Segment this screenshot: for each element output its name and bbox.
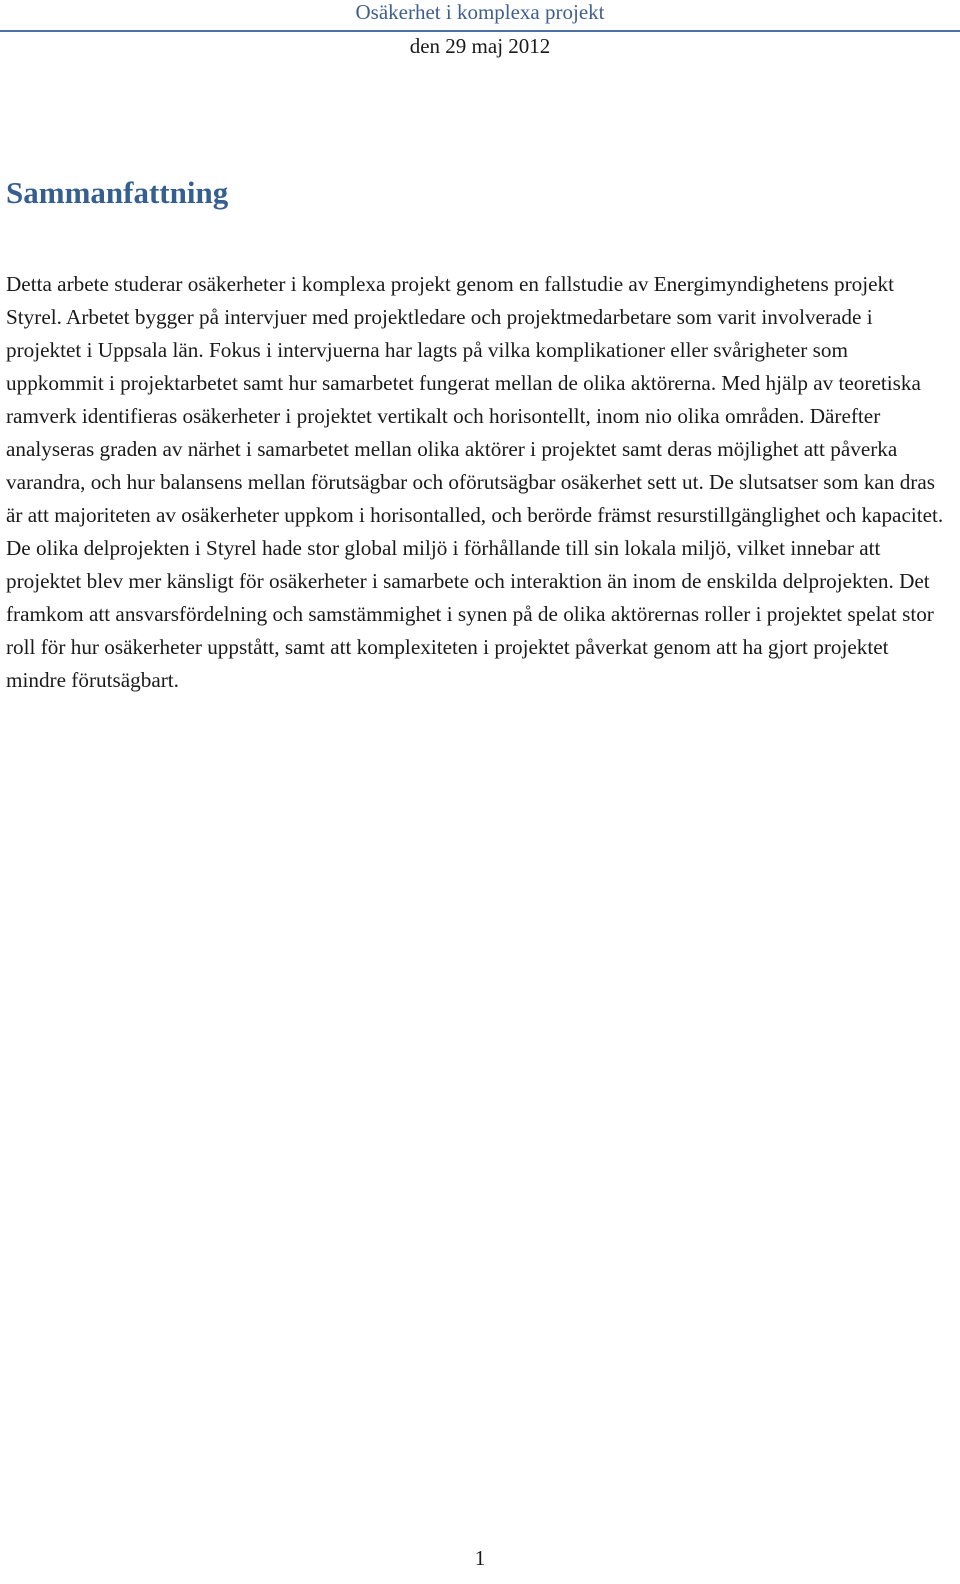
document-date: den 29 maj 2012 (409, 34, 551, 58)
document-title: Osäkerhet i komplexa projekt (355, 0, 605, 24)
summary-paragraph: Detta arbete studerar osäkerheter i komplexa projekt genom en fallstudie av Energimyndighetens projekt Styrel. Arbetet bygger på intervjuer med projektledare och projektmedarbetare som varit involverade i projektet i Uppsala län. Fokus i intervjuerna har lagts på vilka komplikationer eller svårigheter som uppkommit i projektarbetet samt hur samarbetet fungerat mellan de olika aktörerna. Med hjälp av teoretiska ramverk identifieras osäkerheter i projektet vertikalt och horisontellt, inom nio olika områden. Därefter analyseras graden av närhet i samarbetet mellan olika aktörer i projektet samt deras möjlighet att påverka varandra, och hur balansens mellan förutsägbar och oförutsägbar osäkerhet sett ut. De slutsatser som kan dras är att majoriteten av osäkerheter uppkom i horisontalled, och berörde främst resurstillgänglighet och kapacitet. De olika delprojekten i Styrel hade stor global miljö i förhållande till sin lokala miljö, vilket innebar att projektet blev mer känsligt för osäkerheter i samarbete och interaktion än inom de enskilda delprojekten. Det framkom att ansvarsfördelning och samstämmighet i synen på de olika aktörernas roller i projektet spelat stor roll för hur osäkerheter uppstått, samt att komplexiteten i projektet påverkat genom att ha gjort projektet mindre förutsägbart. (6, 272, 944, 692)
header-divider (0, 30, 960, 32)
page-number: 1 (474, 1546, 486, 1570)
section-heading: Sammanfattning (6, 175, 229, 210)
